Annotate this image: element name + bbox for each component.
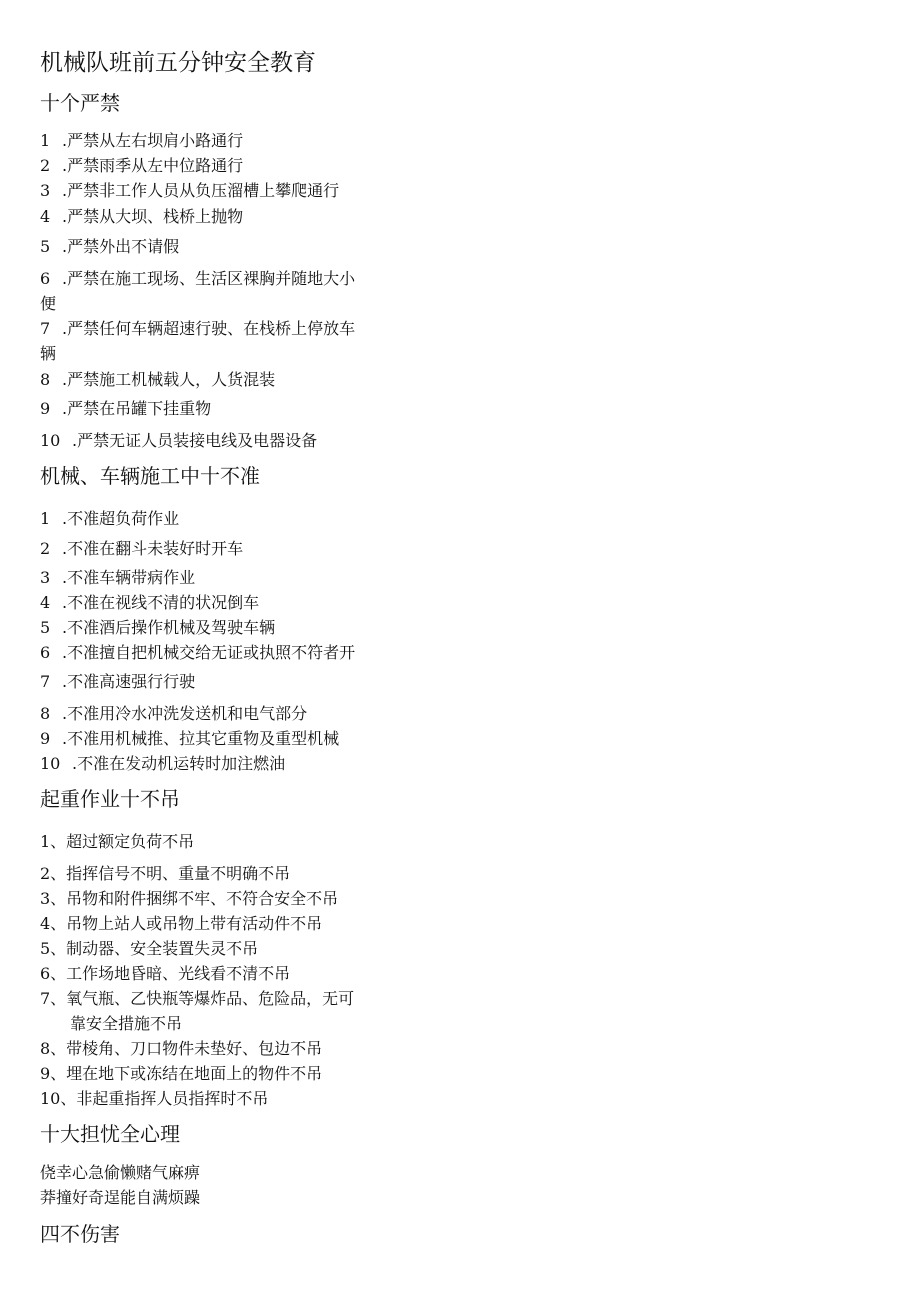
list-item [40,751,285,776]
list-item: 8、带棱角、刀口物件未垫好、包边不吊 [40,1039,323,1058]
list-item: 6、工作场地昏暗、光线看不清不吊 [40,964,291,983]
list-item [40,640,355,665]
list-item [40,536,243,561]
item-text: .不准用机械推、拉其它重物及重型机械 [62,729,340,748]
list-item: 9、埋在地下或冻结在地面上的物件不吊 [40,1064,323,1083]
item-text: .不准车辆带病作业 [62,568,196,587]
item-text: .严禁在吊罐下挂重物 [62,399,212,418]
list-item [40,590,259,615]
item-number: 2 [40,156,51,175]
item-number: 4 [40,593,51,612]
list-item [40,153,243,178]
list-item [40,726,339,751]
list-item-continuation: 靠安全措施不吊 [70,1014,183,1033]
item-number: 2 [40,539,51,558]
list-item-continuation: 辆 [40,344,57,363]
item-number: 1 [40,509,51,528]
item-text: .不准超负荷作业 [62,509,180,528]
list-item [40,506,179,531]
list-item [40,428,317,453]
list-item [40,178,339,203]
list-item: 莽撞好奇逞能自满烦躁 [40,1188,201,1207]
item-text: .严禁任何车辆超速行驶、在栈桥上停放车 [62,319,356,338]
item-number: 9 [40,729,51,748]
list-item: 1、超过额定负荷不吊 [40,832,195,851]
list-item [40,316,355,341]
section-heading-lifting-rules: 起重作业十不吊 [40,787,180,811]
item-number: 6 [40,269,51,288]
section-heading-mentality: 十大担忧全心理 [40,1122,180,1146]
document-title: 机械队班前五分钟安全教育 [40,50,316,76]
list-item [40,396,211,421]
item-text: .严禁非工作人员从负压溜槽上攀爬通行 [62,181,340,200]
list-item-continuation: 便 [40,294,57,313]
list-item: 4、吊物上站人或吊物上带有活动件不吊 [40,914,323,933]
item-text: .严禁施工机械载人，人货混装 [62,370,276,389]
item-text: .严禁从大坝、栈桥上抛物 [62,207,244,226]
item-number: 8 [40,370,51,389]
item-number: 3 [40,568,51,587]
list-item: 5、制动器、安全装置失灵不吊 [40,939,259,958]
item-number: 4 [40,207,51,226]
list-item [40,701,307,726]
item-text: .不准在视线不清的状况倒车 [62,593,260,612]
item-number: 5 [40,618,51,637]
item-number: 6 [40,643,51,662]
list-item [40,367,275,392]
item-text: .严禁外出不请假 [62,237,180,256]
item-number: 7 [40,319,51,338]
item-number: 8 [40,704,51,723]
list-item: 2、指挥信号不明、重量不明确不吊 [40,864,291,883]
list-item [40,234,179,259]
list-item [40,669,195,694]
item-text: .不准用冷水冲洗发送机和电气部分 [62,704,308,723]
list-item: 10、非起重指挥人员指挥时不吊 [40,1089,269,1108]
item-text: .严禁从左右坝肩小路通行 [62,131,244,150]
item-text: .严禁无证人员装接电线及电器设备 [72,431,318,450]
list-item: 3、吊物和附件捆绑不牢、不符合安全不吊 [40,889,339,908]
list-item: 侥幸心急偷懒赌气麻痹 [40,1163,201,1182]
item-number: 1 [40,131,51,150]
list-item [40,266,355,291]
item-text: .严禁雨季从左中位路通行 [62,156,244,175]
list-item [40,128,243,153]
list-item [40,565,195,590]
item-number: 5 [40,237,51,256]
item-text: .不准高速强行行驶 [62,672,196,691]
list-item [40,204,243,229]
item-number: 9 [40,399,51,418]
item-number: 7 [40,672,51,691]
item-text: .不准擅自把机械交给无证或执照不符者开 [62,643,356,662]
list-item [40,615,275,640]
item-text: .严禁在施工现场、生活区裸胸并随地大小 [62,269,356,288]
item-text: .不准酒后操作机械及驾驶车辆 [62,618,276,637]
section-heading-ten-prohibitions: 十个严禁 [40,91,120,115]
section-heading-four-no-harm: 四不伤害 [40,1222,120,1246]
list-item: 7、氧气瓶、乙快瓶等爆炸品、危险品，无可 [40,989,355,1008]
item-text: .不准在翻斗未装好时开车 [62,539,244,558]
item-number: 10 [40,754,61,773]
item-number: 10 [40,431,61,450]
item-number: 3 [40,181,51,200]
item-text: .不准在发动机运转时加注燃油 [72,754,286,773]
section-heading-vehicle-rules: 机械、车辆施工中十不准 [40,464,260,488]
